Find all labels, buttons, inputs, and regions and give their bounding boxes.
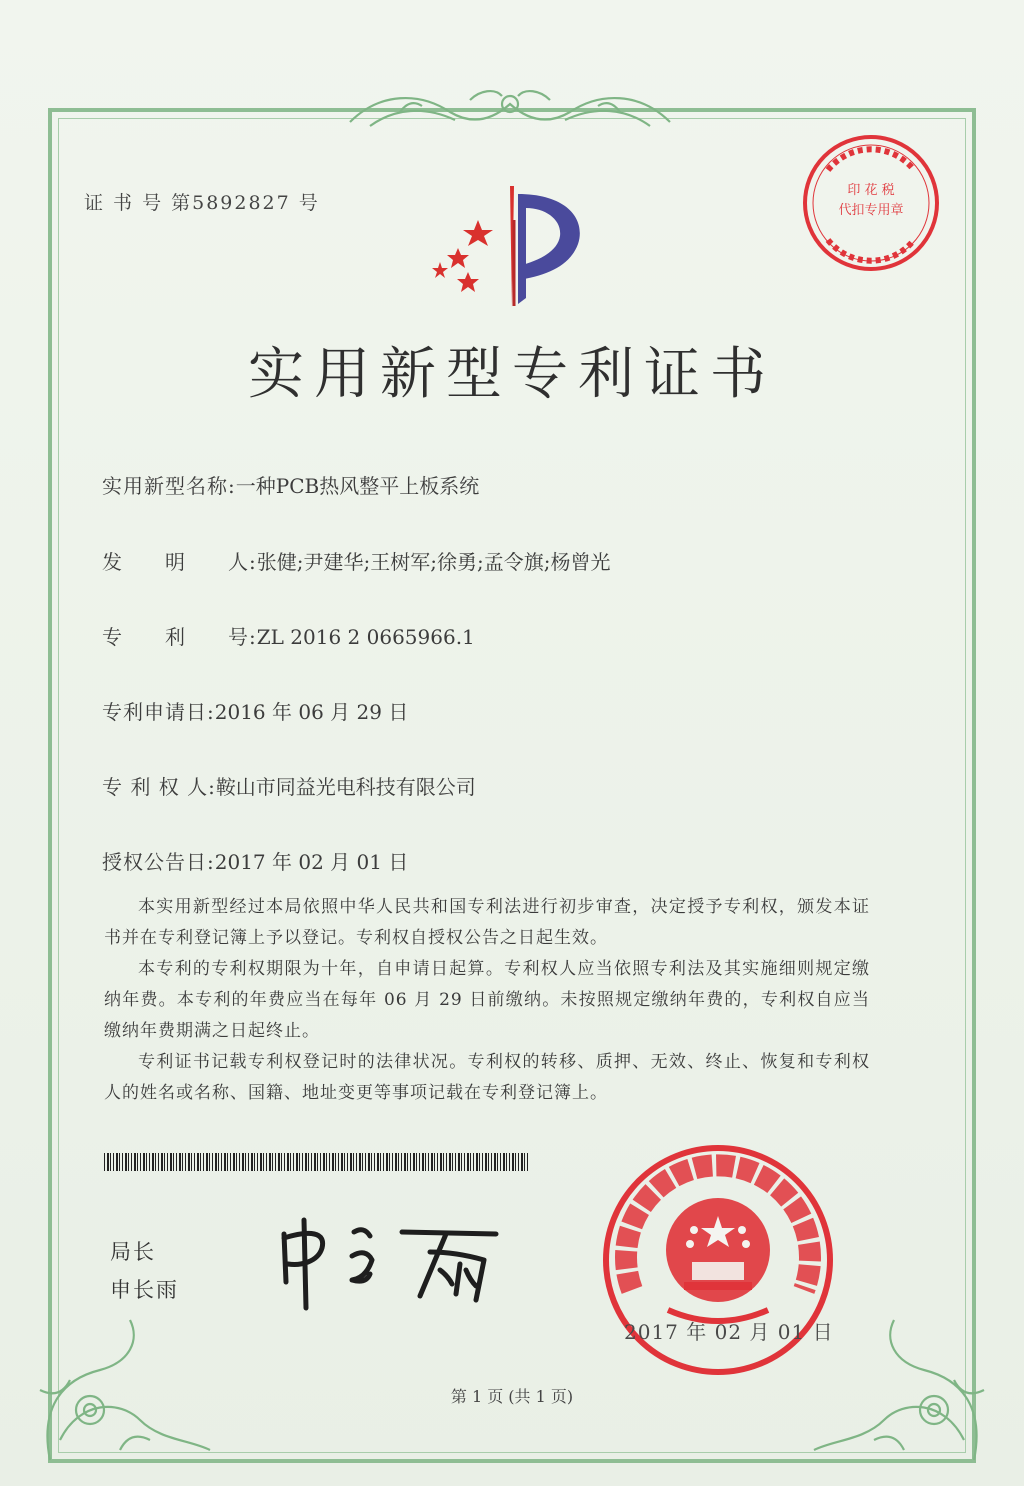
certificate-body <box>104 892 870 1109</box>
field-label: 专 利 权 人: <box>102 775 216 799</box>
page-title: 实用新型专利证书 <box>248 342 776 407</box>
field-application-date <box>102 696 408 725</box>
tax-stamp-seal <box>798 130 944 276</box>
field-label: 专 利 号: <box>102 625 257 649</box>
barcode <box>104 1153 530 1171</box>
field-inventors <box>102 546 610 575</box>
director-name: 申长雨 <box>110 1278 179 1302</box>
field-patent-number <box>102 621 475 650</box>
field-value: 2016 年 06 月 29 日 <box>214 700 409 724</box>
body-paragraph-3: 专利证书记载专利权登记时的法律状况。专利权的转移、质押、无效、终止、恢复和专利权人的姓名或名称、国籍、地址变更等事项记载在专利登记簿上。 <box>104 1052 870 1103</box>
field-label: 发 明 人: <box>102 550 257 574</box>
field-grant-date <box>102 846 408 875</box>
field-value: 2017 年 02 月 01 日 <box>214 850 409 874</box>
certificate-number: 证 书 号 第5892827 号 <box>84 192 320 214</box>
director-title: 局长 <box>110 1240 156 1264</box>
field-value: 鞍山市同益光电科技有限公司 <box>215 775 476 799</box>
issue-date: 2017 年 02 月 01 日 <box>624 1320 834 1344</box>
svg-text:印 花 税: 印 花 税 <box>847 183 895 198</box>
field-label: 实用新型名称: <box>102 474 236 498</box>
svg-text:代扣专用章: 代扣专用章 <box>838 203 904 218</box>
body-paragraph-2: 本专利的专利权期限为十年，自申请日起算。专利权人应当依照专利法及其实施细则规定缴纳年费。本专利的年费应当在每年 06 月 29 日前缴纳。未按照规定缴纳年费的，专利权自应当缴纳年费期满之日起终止。 <box>104 959 870 1041</box>
field-utility-name <box>102 470 479 499</box>
field-value: 张健;尹建华;王树军;徐勇;孟令旗;杨曾光 <box>256 550 611 574</box>
director-signature <box>270 1212 510 1312</box>
field-value: 一种PCB热风整平上板系统 <box>235 474 480 498</box>
bottom-left-ornament-icon <box>20 1290 220 1470</box>
page-number: 第 1 页 (共 1 页) <box>450 1387 574 1406</box>
field-label: 授权公告日: <box>102 850 215 874</box>
patent-office-logo-icon <box>418 180 588 310</box>
top-ornament-icon <box>340 82 680 138</box>
field-value: ZL 2016 2 0665966.1 <box>256 625 475 649</box>
field-patentee <box>102 771 476 800</box>
field-label: 专利申请日: <box>102 700 215 724</box>
body-paragraph-1: 本实用新型经过本局依照中华人民共和国专利法进行初步审查，决定授予专利权，颁发本证书并在专利登记簿上予以登记。专利权自授权公告之日起生效。 <box>104 897 870 948</box>
